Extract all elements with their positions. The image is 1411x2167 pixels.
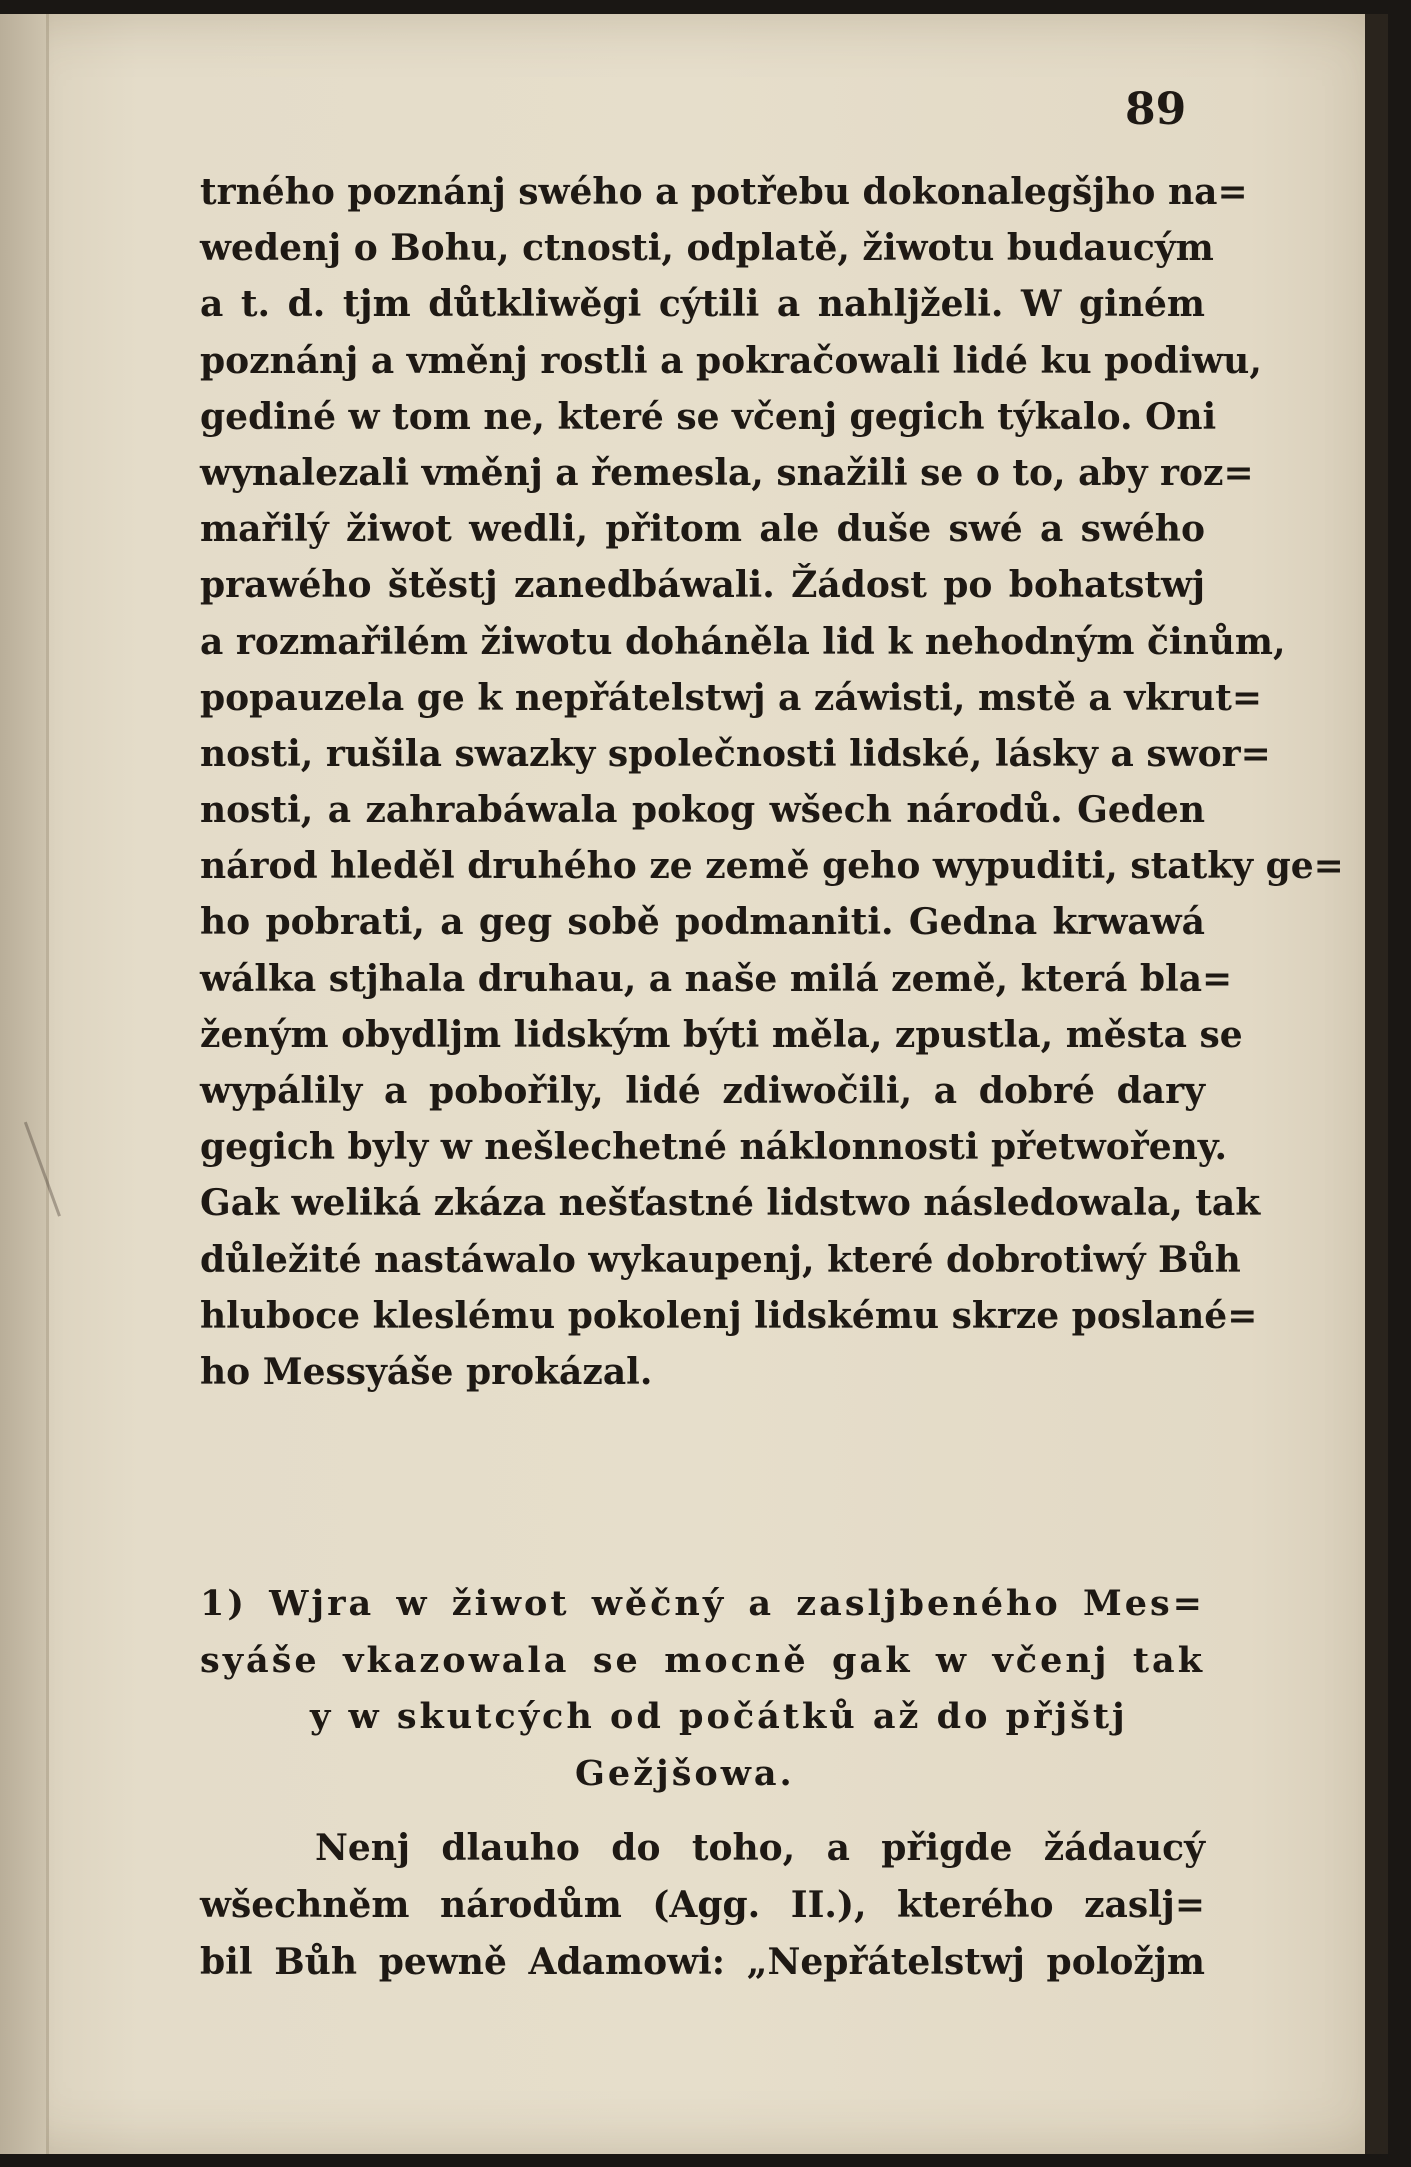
text-line: mařilý žiwot wedli, přitom ale duše swé a swého xyxy=(200,508,1205,551)
second-paragraph xyxy=(200,1820,1205,1991)
text-line: hluboce kleslému pokolenj lidskému skrze poslané= xyxy=(200,1294,1258,1337)
text-line: a t. d. tjm důtkliwěgi cýtili a nahljželi. W giném xyxy=(200,283,1205,326)
book-page xyxy=(0,14,1388,2154)
main-paragraph xyxy=(200,164,1344,1400)
footnote-line: 1) Wjra w žiwot wěčný a zasljbeného Mes= xyxy=(200,1583,1205,1624)
text-line: wálka stjhala druhau, a naše milá země, která bla= xyxy=(200,957,1233,1000)
text-line: wypálily a pobořily, lidé zdiwočili, a dobré dary xyxy=(200,1070,1205,1112)
text-line: ho Messyáše prokázal. xyxy=(200,1350,653,1393)
text-line: důležité nastáwalo wykaupenj, které dobrotiwý Bůh xyxy=(200,1238,1241,1281)
text-line: wynalezali vměnj a řemesla, snažili se o to, aby roz= xyxy=(200,451,1254,494)
text-line: a rozmařilém žiwotu doháněla lid k nehodným činům, xyxy=(200,620,1286,663)
footnote-line: syáše vkazowala se mocně gak w včenj tak xyxy=(200,1639,1205,1681)
text-line: popauzela ge k nepřátelstwj a záwisti, mstě a vkrut= xyxy=(200,676,1263,719)
text-line: wedenj o Bohu, ctnosti, odplatě, žiwotu budaucým xyxy=(200,227,1214,270)
text-line: Gak weliká zkáza nešťastné lidstwo následowala, tak xyxy=(200,1182,1261,1225)
text-line: národ hleděl druhého ze země geho wypuditi, statky ge= xyxy=(200,845,1344,888)
text-line: gegich byly w nešlechetné náklonnosti přetwořeny. xyxy=(200,1126,1228,1169)
page-number: 89 xyxy=(1125,84,1187,135)
footnote-line: Gežjšowa. xyxy=(575,1752,795,1794)
page-gutter xyxy=(0,14,46,2154)
text-line: bil Bůh pewně Adamowi: „Nepřátelstwj položjm xyxy=(200,1941,1205,1983)
text-line: ho pobrati, a geg sobě podmaniti. Gedna krwawá xyxy=(200,901,1205,944)
footnote xyxy=(200,1576,1205,1802)
text-line: poznánj a vměnj rostli a pokračowali lidé ku podiwu, xyxy=(200,339,1262,382)
text-line: nosti, rušila swazky společnosti lidské, lásky a swor= xyxy=(200,732,1271,775)
text-line: gediné w tom ne, které se včenj gegich týkalo. Oni xyxy=(200,395,1217,438)
footnote-line: y w skutcých od počátků až do přjštj xyxy=(310,1696,1128,1737)
text-line: wšechněm národům (Agg. II.), kterého zaslj= xyxy=(200,1884,1205,1926)
page-edge-shadow xyxy=(1365,14,1388,2154)
text-line: Nenj dlauho do toho, a přigde žádaucý xyxy=(315,1827,1205,1869)
gutter-fold-line xyxy=(46,14,49,2154)
text-line: trného poznánj swého a potřebu dokonalegšjho na= xyxy=(200,171,1248,213)
text-line: ženým obydljm lidským býti měla, zpustla, města se xyxy=(200,1013,1243,1056)
text-line: prawého štěstj zanedbáwali. Žádost po bohatstwj xyxy=(200,564,1205,607)
text-line: nosti, a zahrabáwala pokog wšech národů. Geden xyxy=(200,789,1205,832)
